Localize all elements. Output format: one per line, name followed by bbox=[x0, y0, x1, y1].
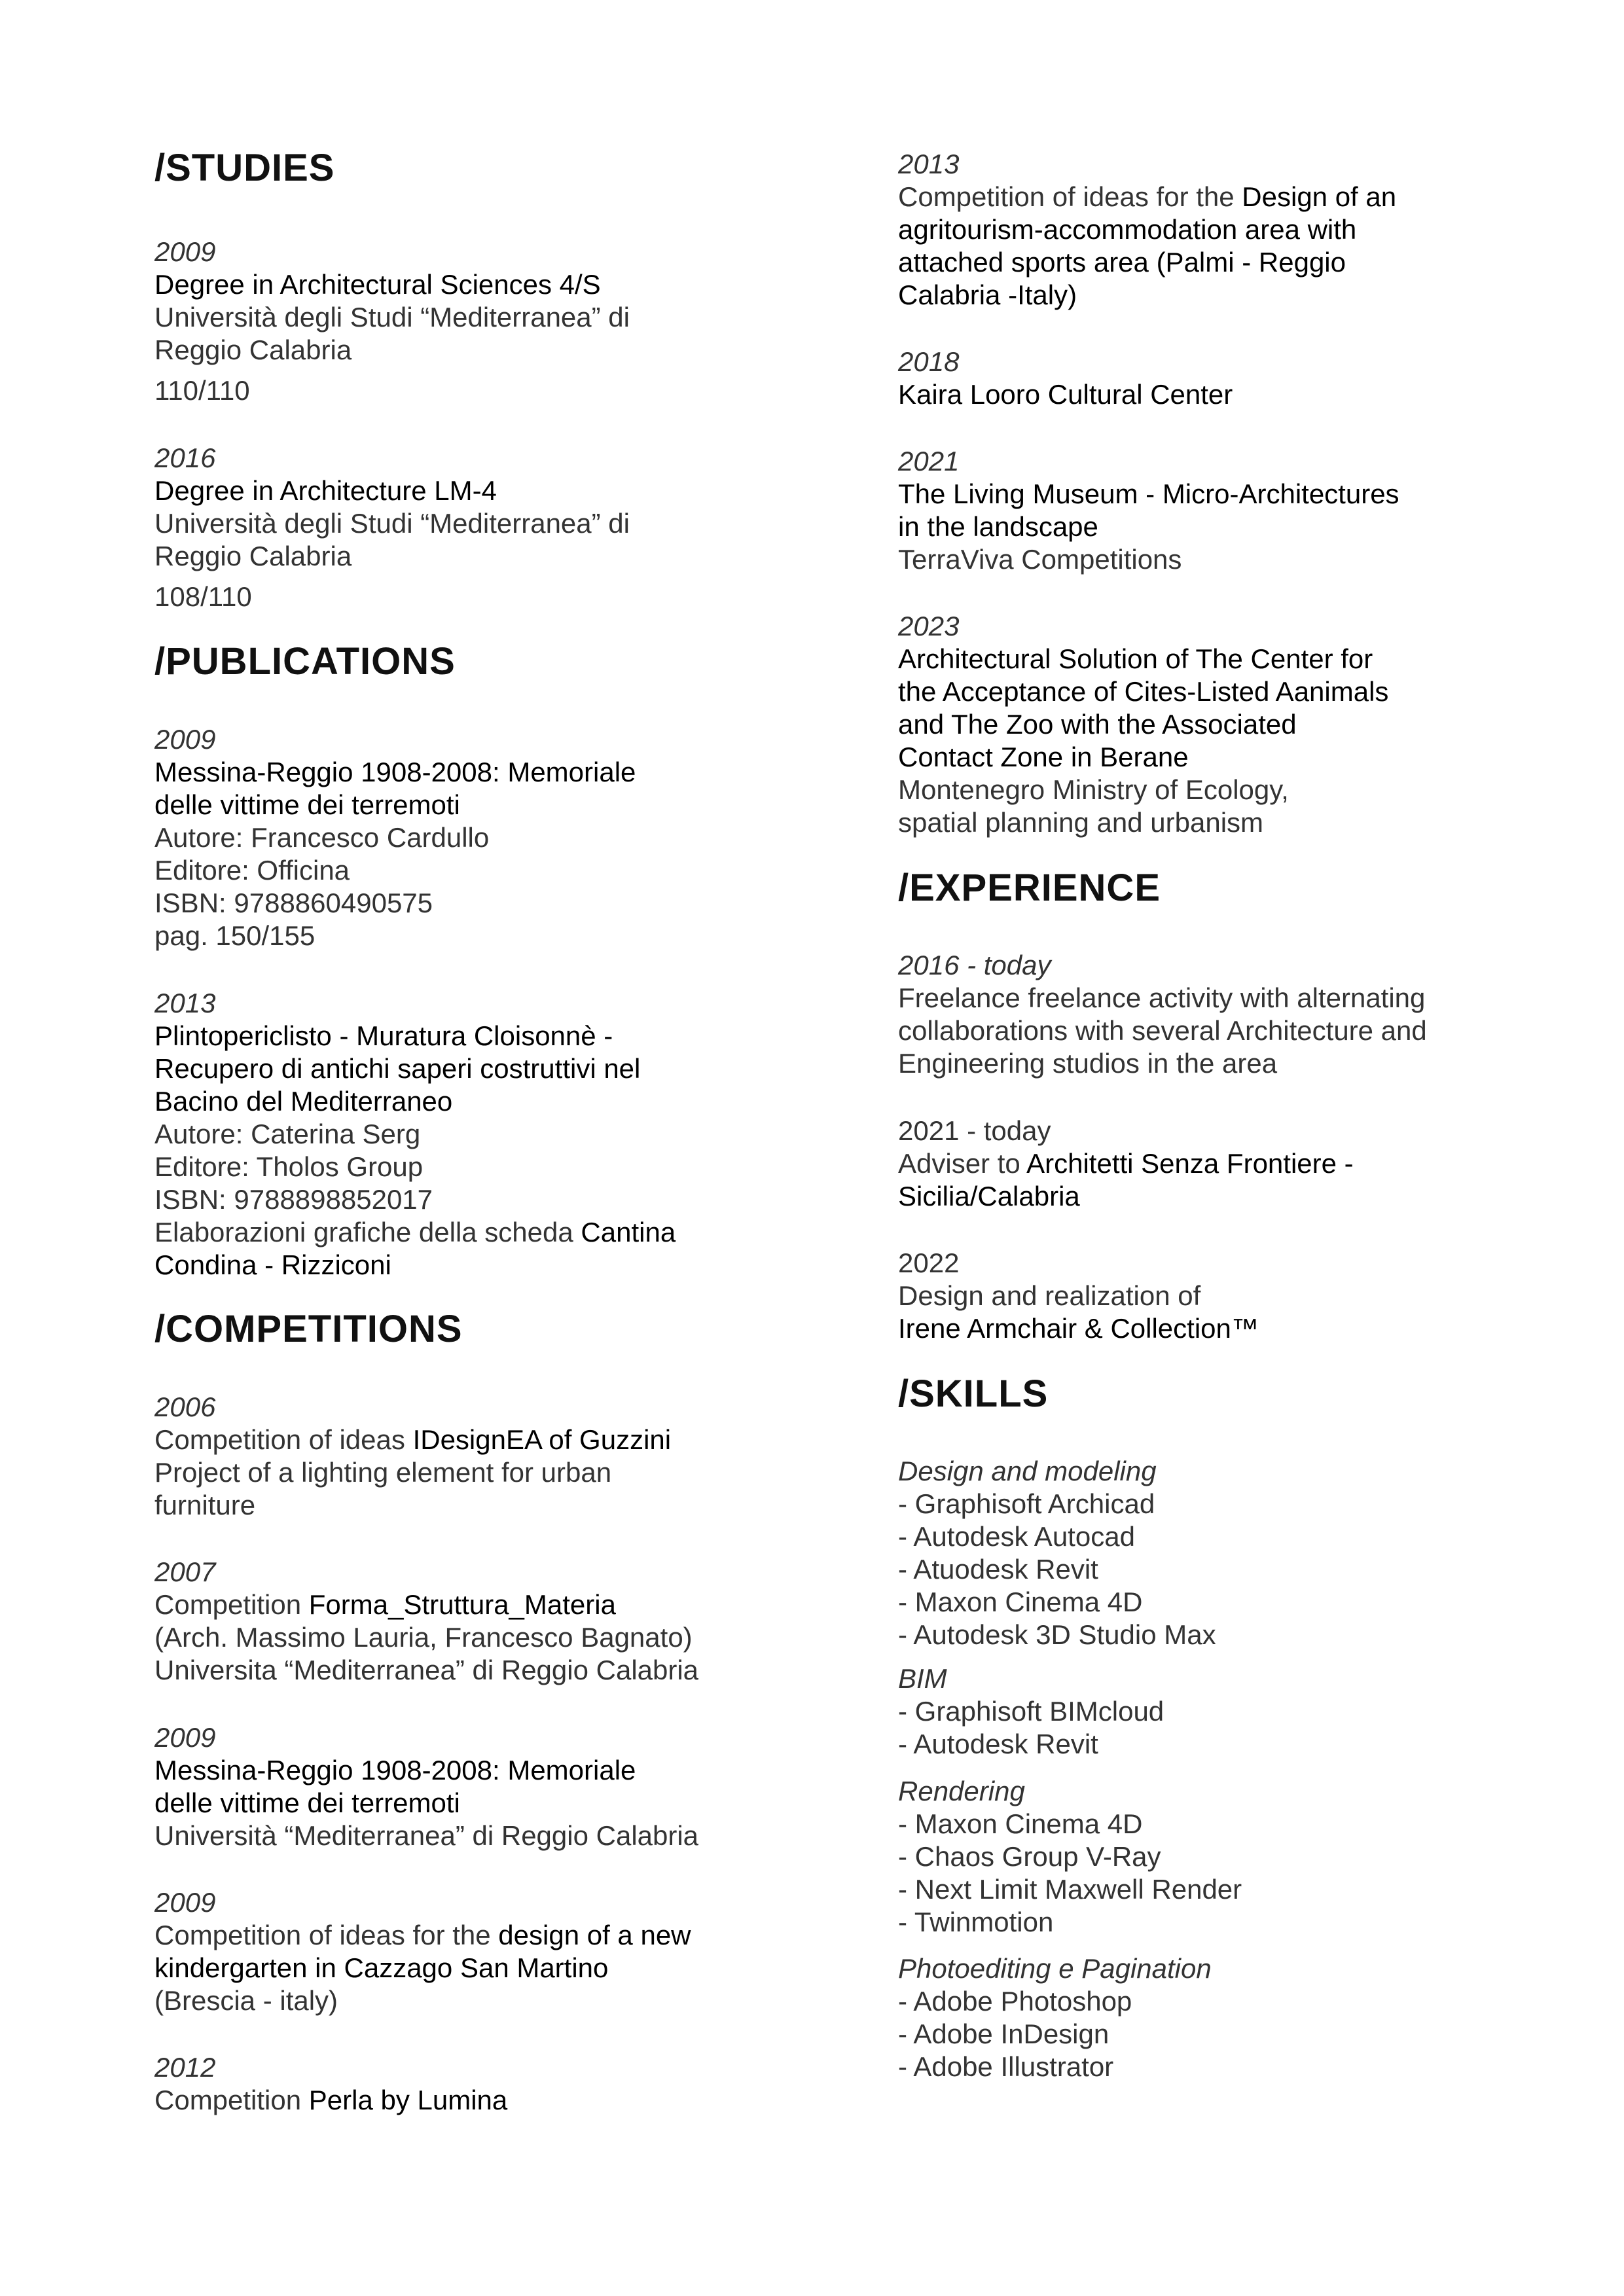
entry-line: (Brescia - italy) bbox=[154, 1985, 338, 2016]
entry-description bbox=[154, 1919, 809, 1952]
skills-category-rendering bbox=[898, 1775, 1566, 1939]
entry-highlight-line: agritourism-accommodation area with bbox=[898, 214, 1357, 245]
skills-category-design bbox=[898, 1455, 1566, 1651]
entry-year: 2013 bbox=[898, 149, 960, 179]
competitions-heading: /COMPETITIONS bbox=[154, 1308, 463, 1350]
entry-prefix: Competition of ideas for the bbox=[154, 1920, 499, 1950]
entry-note bbox=[154, 1216, 809, 1249]
entry-title: Plintopericlisto - Muratura Cloisonnè - bbox=[154, 1020, 613, 1051]
entry-year: 2021 - today bbox=[898, 1115, 1051, 1146]
entry-title: Kaira Looro Cultural Center bbox=[898, 379, 1233, 410]
competition-entry-2012 bbox=[154, 2051, 809, 2117]
entry-isbn: ISBN: 9788898852017 bbox=[154, 1184, 433, 1215]
entry-line: Università “Mediterranea” di Reggio Calabria bbox=[154, 1820, 699, 1851]
entry-school: Università degli Studi “Mediterranea” di bbox=[154, 302, 630, 332]
entry-title: delle vittime dei terremoti bbox=[154, 1787, 460, 1818]
entry-prefix: Competition bbox=[154, 2085, 309, 2115]
entry-description bbox=[898, 181, 1566, 213]
entry-year: 2012 bbox=[154, 2052, 216, 2083]
skills-category-bim bbox=[898, 1662, 1566, 1761]
entry-highlight: Forma_Struttura_Materia bbox=[308, 1589, 616, 1620]
entry-year: 2022 bbox=[898, 1247, 960, 1278]
experience-section bbox=[898, 865, 1161, 911]
entry-highlight-line: attached sports area (Palmi - Reggio bbox=[898, 247, 1346, 278]
entry-title: Recupero di antichi saperi costruttivi nel bbox=[154, 1053, 641, 1084]
entry-line: spatial planning and urbanism bbox=[898, 807, 1264, 838]
entry-year: 2009 bbox=[154, 1887, 216, 1918]
entry-note-text: Elaborazioni grafiche della scheda bbox=[154, 1217, 581, 1247]
entry-year: 2009 bbox=[154, 236, 216, 267]
studies-section bbox=[154, 145, 335, 191]
skill-item: - Adobe InDesign bbox=[898, 2018, 1110, 2049]
experience-heading: /EXPERIENCE bbox=[898, 867, 1161, 909]
entry-title: The Living Museum - Micro-Architectures bbox=[898, 478, 1399, 509]
competition-entry-2007 bbox=[154, 1556, 809, 1687]
entry-highlight: design of a new bbox=[498, 1920, 691, 1950]
skill-item: - Autodesk Autocad bbox=[898, 1521, 1135, 1552]
entry-highlight-line: Calabria -Italy) bbox=[898, 279, 1077, 310]
entry-year: 2009 bbox=[154, 724, 216, 755]
skill-category-name: BIM bbox=[898, 1663, 947, 1694]
entry-school: Università degli Studi “Mediterranea” di bbox=[154, 508, 630, 539]
skill-item: - Graphisoft Archicad bbox=[898, 1488, 1155, 1519]
entry-line: collaborations with several Architecture and bbox=[898, 1015, 1427, 1046]
entry-title: and The Zoo with the Associated bbox=[898, 709, 1297, 740]
entry-description bbox=[154, 2084, 809, 2117]
skill-category-name: Design and modeling bbox=[898, 1456, 1157, 1486]
entry-author: Autore: Francesco Cardullo bbox=[154, 822, 490, 853]
experience-entry-2021 bbox=[898, 1115, 1566, 1213]
competition-entry-2018 bbox=[898, 346, 1566, 411]
entry-highlight-line: kindergarten in Cazzago San Martino bbox=[154, 1952, 609, 1983]
entry-school-city: Reggio Calabria bbox=[154, 334, 352, 365]
entry-description bbox=[154, 1424, 809, 1456]
entry-publisher: Editore: Officina bbox=[154, 855, 350, 886]
entry-year: 2009 bbox=[154, 1722, 216, 1753]
skill-item: - Atuodesk Revit bbox=[898, 1554, 1098, 1585]
entry-title: Messina-Reggio 1908-2008: Memoriale bbox=[154, 1755, 636, 1785]
skill-item: - Next Limit Maxwell Render bbox=[898, 1874, 1242, 1905]
skill-item: - Autodesk 3D Studio Max bbox=[898, 1619, 1216, 1650]
skill-item: - Chaos Group V-Ray bbox=[898, 1841, 1161, 1872]
entry-year: 2016 - today bbox=[898, 950, 1051, 980]
publications-section bbox=[154, 639, 456, 685]
publication-entry-2013 bbox=[154, 987, 809, 1282]
skill-item: - Adobe Photoshop bbox=[898, 1986, 1132, 2017]
entry-highlight: Irene Armchair & Collection™ bbox=[898, 1313, 1259, 1344]
entry-highlight: IDesignEA of Guzzini bbox=[412, 1424, 672, 1455]
competition-entry-2021 bbox=[898, 445, 1566, 576]
entry-year: 2013 bbox=[154, 988, 216, 1018]
skill-item: - Twinmotion bbox=[898, 1907, 1054, 1937]
entry-description bbox=[898, 1147, 1566, 1180]
entry-publisher: Editore: Tholos Group bbox=[154, 1151, 424, 1182]
entry-line: Montenegro Ministry of Ecology, bbox=[898, 774, 1289, 805]
entry-isbn: ISBN: 9788860490575 bbox=[154, 888, 433, 918]
competitions-section bbox=[154, 1306, 463, 1352]
studies-entry-2016 bbox=[154, 442, 809, 613]
entry-year: 2016 bbox=[154, 442, 216, 473]
entry-line: furniture bbox=[154, 1490, 256, 1520]
skill-category-name: Photoediting e Pagination bbox=[898, 1953, 1212, 1984]
entry-note-highlight-line: Condina - Rizziconi bbox=[154, 1249, 391, 1280]
entry-title: Architectural Solution of The Center for bbox=[898, 643, 1373, 674]
skills-heading: /SKILLS bbox=[898, 1372, 1049, 1415]
entry-prefix: Competition of ideas bbox=[154, 1424, 413, 1455]
entry-prefix: Competition of ideas for the bbox=[898, 181, 1242, 212]
entry-line: Engineering studios in the area bbox=[898, 1048, 1278, 1079]
entry-year: 2018 bbox=[898, 346, 960, 377]
entry-prefix: Adviser to bbox=[898, 1148, 1027, 1179]
publication-entry-2009 bbox=[154, 723, 809, 952]
studies-entry-2009 bbox=[154, 236, 809, 407]
entry-line: (Arch. Massimo Lauria, Francesco Bagnato) bbox=[154, 1622, 693, 1653]
competition-entry-2006 bbox=[154, 1391, 809, 1522]
entry-title: Degree in Architectural Sciences 4/S bbox=[154, 269, 601, 300]
experience-entry-2016 bbox=[898, 949, 1566, 1080]
entry-highlight: Architetti Senza Frontiere - bbox=[1026, 1148, 1354, 1179]
entry-line: Design and realization of bbox=[898, 1280, 1201, 1311]
entry-title: Degree in Architecture LM-4 bbox=[154, 475, 497, 506]
competition-entry-2009-b bbox=[154, 1886, 809, 2017]
skill-item: - Graphisoft BIMcloud bbox=[898, 1696, 1164, 1727]
entry-title: in the landscape bbox=[898, 511, 1098, 542]
entry-year: 2006 bbox=[154, 1391, 216, 1422]
entry-year: 2023 bbox=[898, 611, 960, 641]
entry-score: 108/110 bbox=[154, 581, 252, 612]
entry-line: Project of a lighting element for urban bbox=[154, 1457, 612, 1488]
entry-title: Contact Zone in Berane bbox=[898, 742, 1189, 772]
entry-title: Bacino del Mediterraneo bbox=[154, 1086, 453, 1117]
entry-title: Messina-Reggio 1908-2008: Memoriale bbox=[154, 757, 636, 787]
skill-item: - Maxon Cinema 4D bbox=[898, 1587, 1143, 1617]
entry-author: Autore: Caterina Serg bbox=[154, 1119, 421, 1149]
skill-item: - Adobe Illustrator bbox=[898, 2051, 1114, 2082]
publications-heading: /PUBLICATIONS bbox=[154, 640, 456, 683]
competition-entry-2023 bbox=[898, 610, 1566, 839]
entry-title: the Acceptance of Cites-Listed Aanimals bbox=[898, 676, 1389, 707]
competition-entry-2013 bbox=[898, 148, 1566, 312]
entry-score: 110/110 bbox=[154, 375, 250, 406]
entry-year: 2007 bbox=[154, 1556, 216, 1587]
experience-entry-2022 bbox=[898, 1247, 1566, 1345]
entry-highlight: Design of an bbox=[1242, 181, 1397, 212]
skill-item: - Maxon Cinema 4D bbox=[898, 1808, 1143, 1839]
entry-highlight: Perla by Lumina bbox=[308, 2085, 508, 2115]
entry-line: TerraViva Competitions bbox=[898, 544, 1182, 575]
skill-item: - Autodesk Revit bbox=[898, 1729, 1098, 1759]
entry-description bbox=[154, 1588, 809, 1621]
entry-line: Freelance freelance activity with alternating bbox=[898, 982, 1426, 1013]
skills-section bbox=[898, 1371, 1048, 1417]
entry-note-highlight: Cantina bbox=[581, 1217, 676, 1247]
skills-category-photoediting bbox=[898, 1952, 1566, 2083]
entry-pages: pag. 150/155 bbox=[154, 920, 316, 951]
studies-heading: /STUDIES bbox=[154, 147, 335, 189]
entry-highlight-line: Sicilia/Calabria bbox=[898, 1181, 1080, 1211]
entry-prefix: Competition bbox=[154, 1589, 309, 1620]
entry-school-city: Reggio Calabria bbox=[154, 541, 352, 571]
entry-title: delle vittime dei terremoti bbox=[154, 789, 460, 820]
entry-line: Universita “Mediterranea” di Reggio Calabria bbox=[154, 1655, 699, 1685]
entry-year: 2021 bbox=[898, 446, 960, 476]
competition-entry-2009-a bbox=[154, 1721, 809, 1852]
skill-category-name: Rendering bbox=[898, 1776, 1025, 1806]
